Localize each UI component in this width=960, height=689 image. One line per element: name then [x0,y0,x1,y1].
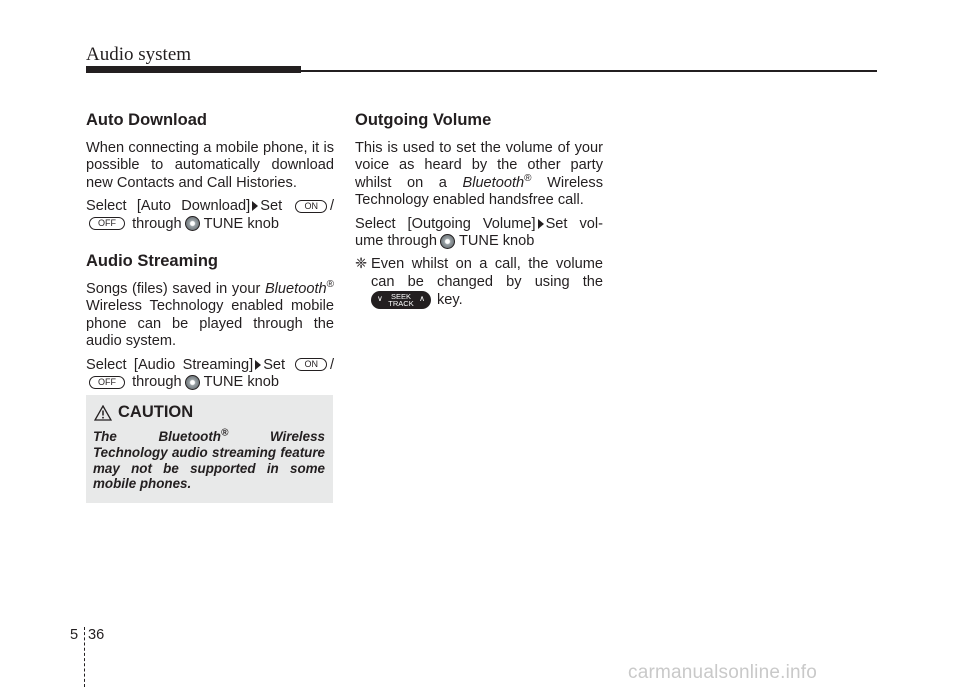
body-a: Songs (files) saved in your [86,281,261,298]
caution-header [94,403,193,422]
chapter-number: 5 [70,627,79,643]
audio-streaming-heading: Audio Streaming [86,252,219,271]
header-rule [301,70,877,72]
audio-streaming-instruction [86,357,334,392]
track-label: TRACK [388,299,414,309]
page-number: 36 [88,627,105,643]
outgoing-volume-body [355,140,603,210]
auto-download-body: When connecting a mobile phone, it is possible to automatically download new Contacts and Call Histories. [86,140,334,191]
footer-divider [84,627,86,687]
instr-select: Select [Auto Download] [86,198,251,215]
seek-track-key-icon: ∨ SEEK TRACK ∧ [371,291,431,309]
instr-slash: / [329,356,334,373]
triangle-right-icon [255,360,261,370]
triangle-right-icon [252,201,258,211]
note-text-a: Even whilst on a call, the volume can be changed by using the [371,256,603,290]
on-button-icon: ON [295,200,327,213]
caution-box [86,395,333,503]
body-b: Wireless Technology enabled mobile phone can be played through the audio system. [86,298,334,350]
on-button-icon: ON [295,358,327,371]
off-button-icon: OFF [89,217,125,230]
outgoing-volume-instruction [355,216,603,251]
instr-knob: TUNE knob [458,233,535,250]
instr-slash: / [329,198,334,215]
outgoing-volume-heading: Outgoing Volume [355,111,492,129]
body-b: Wireless Technology enabled handsfree call. [355,174,604,209]
note-text-b: key. [437,292,463,309]
bluetooth-brand: Bluetooth [264,281,327,298]
knob-icon [440,234,455,249]
watermark: carmanualsonline.info [628,662,818,683]
note-mark-icon: ❈ [355,256,368,273]
knob-icon [185,216,200,231]
seek-label: SEEK [390,291,411,301]
instr-select: Select [Outgoing Volume] [355,215,536,232]
caution-body-b: Wireless Technology audio streaming feature may not be supported in some mobile phones. [93,429,325,492]
instr-through: through [132,374,182,391]
instr-knob: TUNE knob [203,374,279,391]
right-column [355,110,603,316]
section-header-title: Audio system [86,44,192,65]
registered-mark: ® [326,279,334,291]
instr-set: Set [263,356,286,373]
auto-download-instruction [86,198,334,233]
audio-streaming-body [86,281,334,351]
knob-icon [185,375,200,390]
bluetooth-brand: Bluetooth [462,174,525,191]
header-bar [86,66,301,73]
instr-set: Set vol-ume through [355,215,603,250]
instr-knob: TUNE knob [203,215,279,232]
caution-body-a: The Bluetooth [93,429,221,444]
registered-mark: ® [524,172,532,184]
triangle-right-icon [538,219,544,229]
volume-note [355,256,603,309]
left-column [86,110,334,397]
instr-set: Set [260,198,283,215]
caution-title: CAUTION [118,403,194,421]
warning-triangle-icon [94,405,112,421]
auto-download-heading: Auto Download [86,111,207,129]
off-button-icon: OFF [89,376,125,389]
caution-body [93,429,325,492]
registered-mark: ® [220,427,229,439]
instr-through: through [132,215,182,232]
body-a: This is used to set the volume of your voice as heard by the other party whilst on a [355,140,603,191]
instr-select: Select [Audio Streaming] [86,356,254,373]
